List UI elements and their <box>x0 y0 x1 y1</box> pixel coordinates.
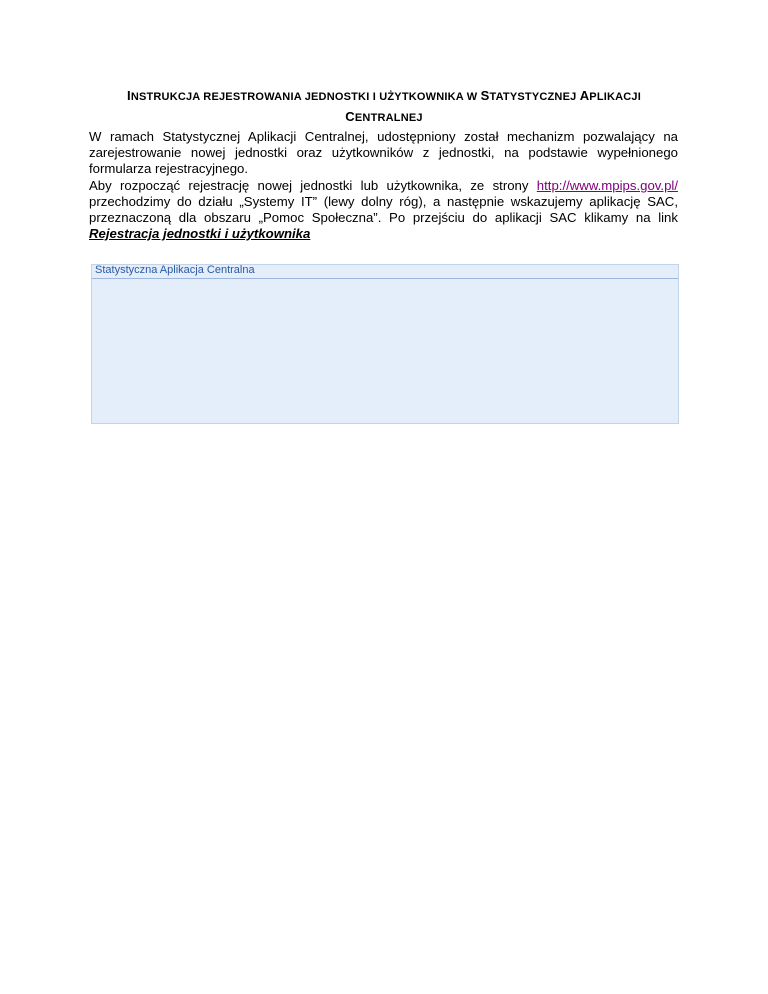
paragraph-intro: W ramach Statystycznej Aplikacji Centralnej, udostępniony został mechanizm pozwalający na zarejestrowanie nowej jednostki oraz użytkowników z jednostki, na podstawie wypełnionego formularza rejestracyjnego. <box>89 129 678 176</box>
document-title <box>60 86 708 128</box>
title-fragment: TATYSTYCZNEJ <box>489 91 580 103</box>
title-fragment: ENTRALNEJ <box>354 112 423 124</box>
title-fragment: PLIKACJI <box>589 91 641 103</box>
text: Aby rozpocząć rejestrację nowej jednostki lub użytkownika, ze strony <box>89 178 537 193</box>
title-fragment: A <box>579 88 590 103</box>
paragraph-start <box>89 178 678 242</box>
title-fragment: I <box>127 88 131 103</box>
sac-header: Statystyczna Aplikacja Centralna <box>95 264 255 276</box>
title-fragment: C <box>345 109 355 124</box>
register-link-text[interactable]: Rejestracja jednostki i użytkownika <box>89 226 311 241</box>
title-line-2 <box>60 107 708 128</box>
mpips-link[interactable]: http://www.mpips.gov.pl/ <box>536 178 678 193</box>
title-fragment: NSTRUKCJA REJESTROWANIA JEDNOSTKI I UŻYTKOWNIKA W <box>130 91 481 103</box>
text: przechodzimy do działu „Systemy IT” (lewy dolny róg), a następnie wskazujemy aplikację SAC, przeznaczoną dla obszaru „Pomoc Społeczna”. Po przejściu do aplikacji SAC klikamy na link <box>89 194 678 225</box>
title-fragment: S <box>480 88 490 103</box>
sac-start-screenshot <box>91 264 679 424</box>
title-line-1 <box>60 86 708 107</box>
divider <box>92 278 678 279</box>
